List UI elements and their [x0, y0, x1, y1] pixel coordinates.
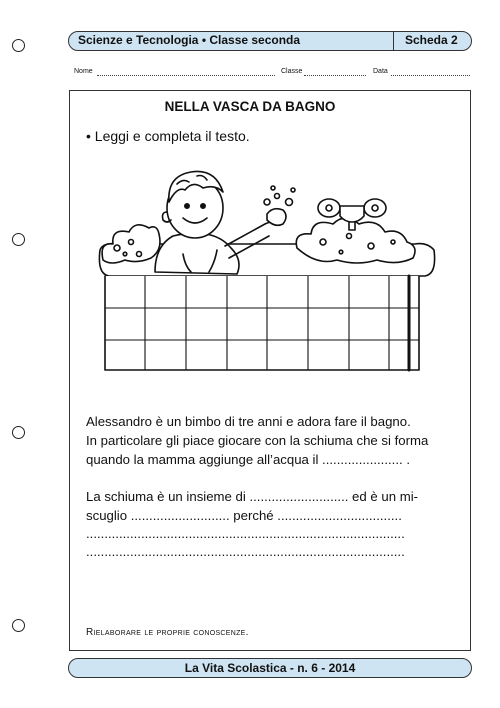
text-line-5[interactable]: scuglio ........................... perché ..................................: [86, 508, 402, 523]
text-line-4[interactable]: La schiuma è un insieme di ........................... ed è un mi-: [86, 489, 419, 504]
name-label: Nome: [74, 68, 93, 75]
skill-footnote-text: Rielaborare le proprie conoscenze.: [86, 627, 249, 638]
date-label: Data: [373, 68, 388, 75]
binder-hole-top: [12, 39, 25, 52]
answer-line-1[interactable]: .......................................................................................: [86, 526, 405, 541]
instruction-text: • Leggi e completa il testo.: [86, 128, 250, 144]
binder-hole-bottom: [12, 619, 25, 632]
class-field[interactable]: [304, 75, 366, 76]
class-label: Classe: [281, 68, 303, 75]
binder-hole-upper-middle: [12, 233, 25, 246]
answer-line-2[interactable]: .......................................................................................: [86, 544, 405, 559]
subject-title: Scienze e Tecnologia • Classe seconda: [78, 33, 301, 47]
worksheet-title: NELLA VASCA DA BAGNO: [164, 99, 336, 114]
text-line-2: In particolare gli piace giocare con la schiuma che si forma: [86, 433, 429, 448]
name-field[interactable]: [97, 75, 275, 76]
footer-publication: La Vita Scolastica - n. 6 - 2014: [184, 661, 356, 675]
text-line-3[interactable]: quando la mamma aggiunge all’acqua il ...................... .: [86, 452, 410, 467]
sheet-number: Scheda 2: [405, 33, 458, 47]
date-field[interactable]: [391, 75, 470, 76]
skill-footnote: [86, 627, 249, 638]
header-divider: [393, 31, 394, 51]
text-line-1: Alessandro è un bimbo di tre anni e adora fare il bagno.: [86, 414, 411, 429]
binder-hole-lower-middle: [12, 426, 25, 439]
bathtub-illustration: [97, 162, 437, 384]
